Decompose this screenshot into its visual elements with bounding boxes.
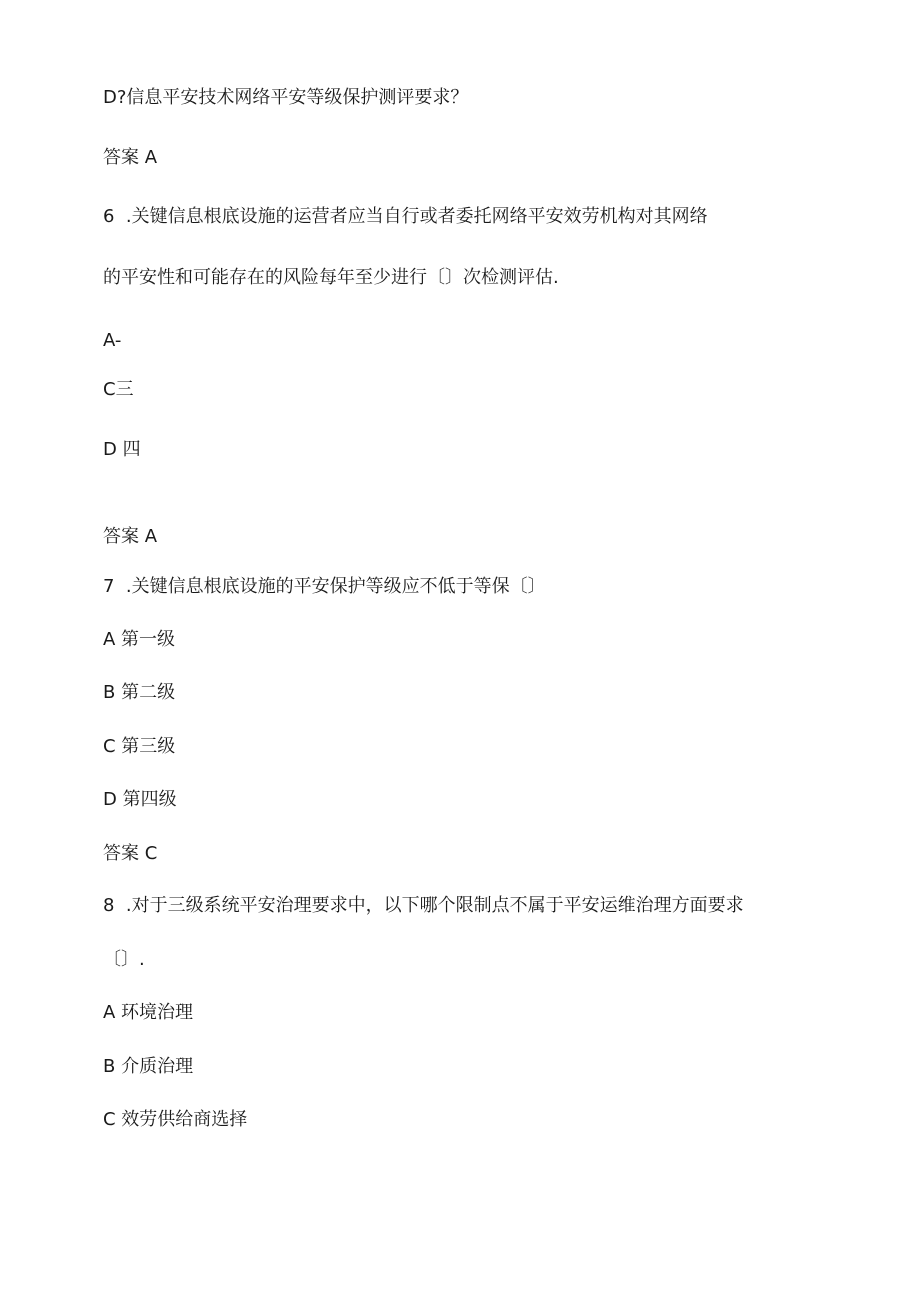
- question-6-line-2: 的平安性和可能存在的风险每年至少进行〔〕次检测评估.: [103, 267, 559, 288]
- question-8-line-2: 〔〕.: [103, 949, 145, 970]
- answer-q5: 答案 A: [103, 147, 158, 168]
- answer-q7: 答案 C: [103, 843, 158, 864]
- question-8-line-1: 8 .对于三级系统平安治理要求中，以下哪个限制点不属于平安运维治理方面要求: [103, 895, 744, 916]
- option-c-q7: C 第三级: [103, 736, 176, 757]
- question-7: 7 .关键信息根底设施的平安保护等级应不低于等保〔〕: [103, 576, 546, 597]
- option-d-q6: D 四: [103, 439, 141, 460]
- option-a-q6: A-: [103, 330, 122, 351]
- option-c-q6: C三: [103, 379, 134, 400]
- option-d-q7: D 第四级: [103, 789, 177, 810]
- option-d-q5: D?信息平安技术网络平安等级保护测评要求？: [103, 87, 469, 108]
- question-6-line-1: 6 .关键信息根底设施的运营者应当自行或者委托网络平安效劳机构对其网络: [103, 206, 708, 227]
- option-a-q7: A 第一级: [103, 629, 176, 650]
- option-c-q8: C 效劳供给商选择: [103, 1109, 248, 1130]
- option-a-q8: A 环境治理: [103, 1002, 194, 1023]
- answer-q6: 答案 A: [103, 526, 158, 547]
- option-b-q8: B 介质治理: [103, 1056, 194, 1077]
- option-b-q7: B 第二级: [103, 682, 176, 703]
